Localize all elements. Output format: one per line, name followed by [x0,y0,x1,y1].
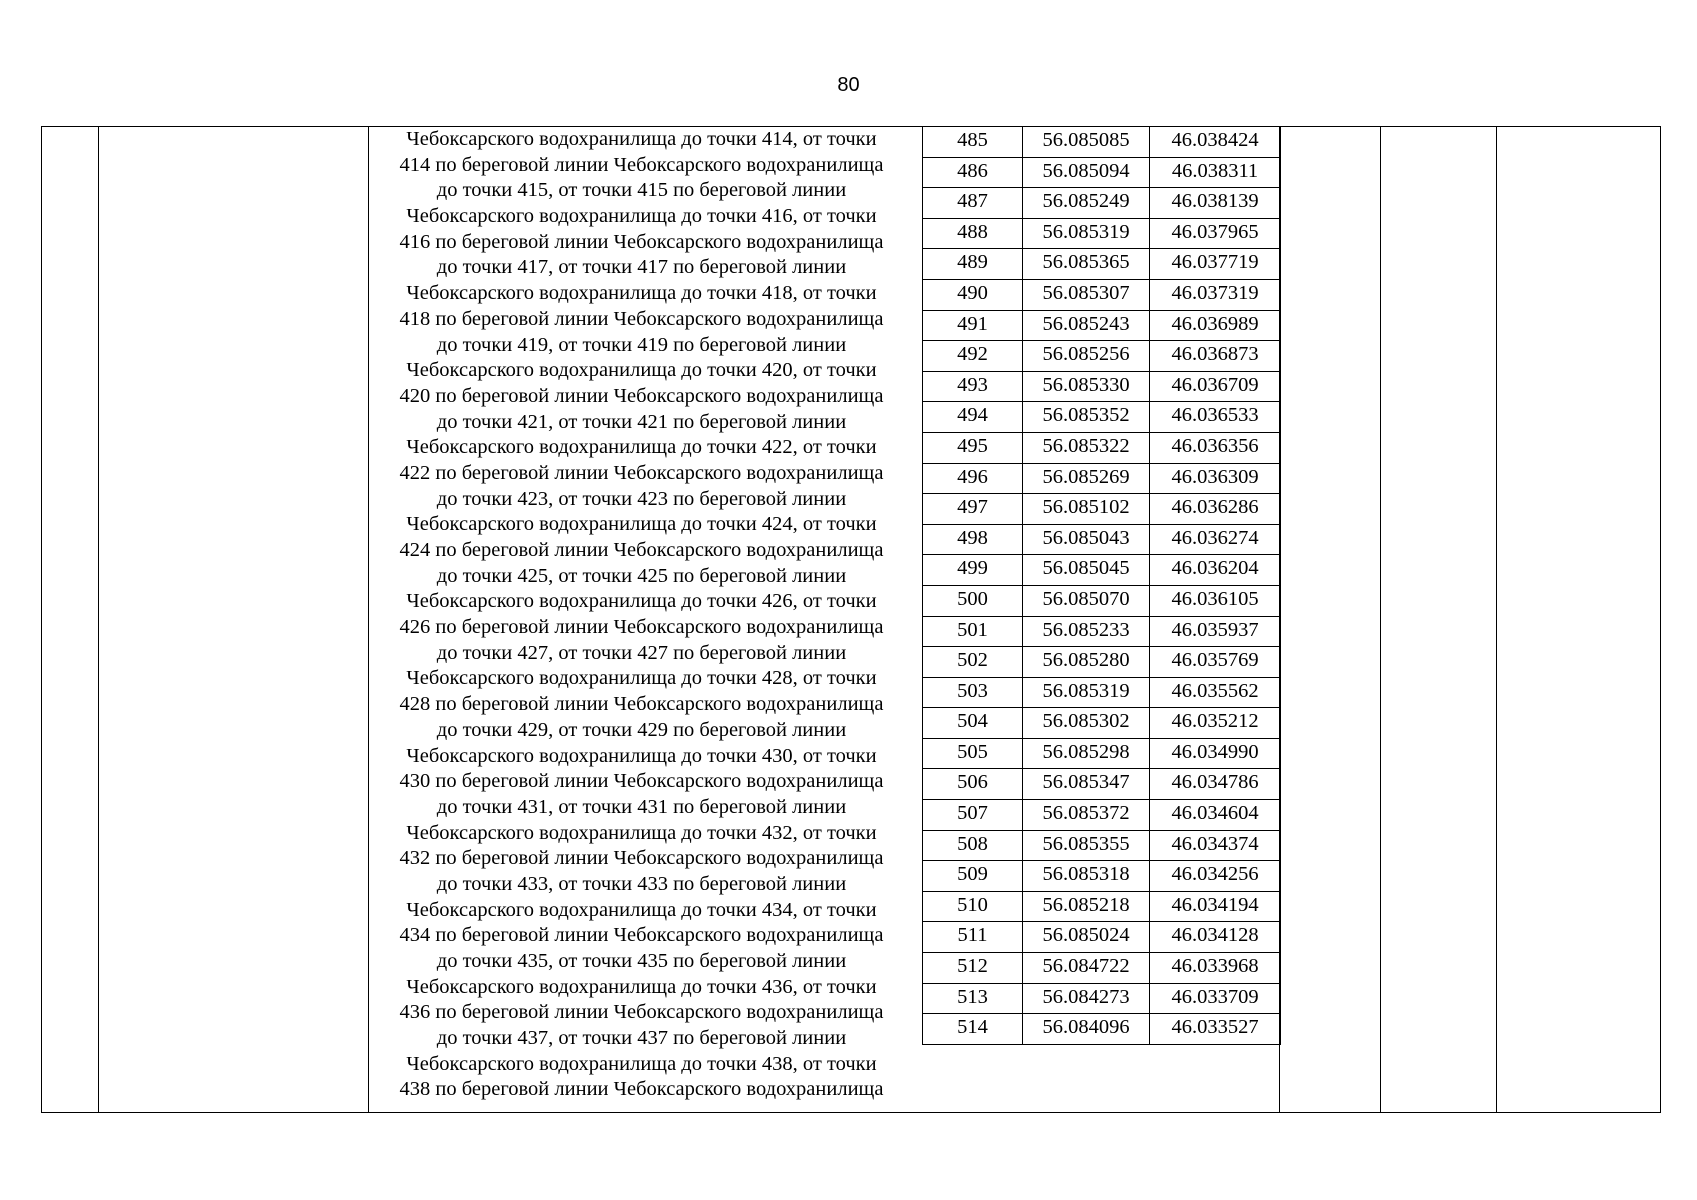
description-line: до точки 431, от точки 431 по береговой линии [436,795,847,818]
point-number: 495 [923,432,1023,463]
point-number: 507 [923,800,1023,831]
description-line: 416 по береговой линии Чебоксарского водохранилища [399,230,884,253]
description-line: Чебоксарского водохранилища до точки 432, от точки [406,821,877,844]
point-number: 492 [923,341,1023,372]
latitude-value: 56.085280 [1023,647,1150,678]
table-row [923,677,1281,708]
longitude-value: 46.036709 [1150,371,1281,402]
table-row [923,1014,1281,1045]
longitude-value: 46.037319 [1150,279,1281,310]
description-line: 426 по береговой линии Чебоксарского водохранилища [399,616,884,639]
description-line: 420 по береговой линии Чебоксарского водохранилища [399,384,884,407]
table-row [923,891,1281,922]
column-divider [1380,126,1381,1113]
description-line: до точки 433, от точки 433 по береговой линии [436,872,847,895]
latitude-value: 56.085218 [1023,891,1150,922]
longitude-value: 46.034990 [1150,738,1281,769]
coordinates-table [922,126,1281,1045]
description-line: 428 по береговой линии Чебоксарского водохранилища [399,693,884,716]
table-row [923,341,1281,372]
table-row [923,524,1281,555]
longitude-value: 46.034786 [1150,769,1281,800]
description-line: Чебоксарского водохранилища до точки 418, от точки [406,282,877,305]
longitude-value: 46.038139 [1150,188,1281,219]
latitude-value: 56.085372 [1023,800,1150,831]
latitude-value: 56.085070 [1023,585,1150,616]
table-row [923,983,1281,1014]
latitude-value: 56.084273 [1023,983,1150,1014]
description-line: Чебоксарского водохранилища до точки 430, от точки [406,744,877,767]
table-row [923,127,1281,158]
longitude-value: 46.035769 [1150,647,1281,678]
description-line: Чебоксарского водохранилища до точки 438, от точки [406,1052,877,1075]
table-row [923,371,1281,402]
point-number: 497 [923,494,1023,525]
latitude-value: 56.085307 [1023,279,1150,310]
point-number: 498 [923,524,1023,555]
description-line: 434 по береговой линии Чебоксарского водохранилища [399,924,884,947]
longitude-value: 46.036989 [1150,310,1281,341]
longitude-value: 46.038424 [1150,127,1281,158]
table-row [923,310,1281,341]
point-number: 504 [923,708,1023,739]
description-line: до точки 435, от точки 435 по береговой линии [436,950,847,972]
table-row [923,555,1281,586]
longitude-value: 46.037719 [1150,249,1281,280]
table-row [923,585,1281,616]
point-number: 486 [923,157,1023,188]
longitude-value: 46.033968 [1150,953,1281,984]
description-line: до точки 429, от точки 429 по береговой линии [436,718,847,741]
longitude-value: 46.037965 [1150,218,1281,249]
description-line: Чебоксарского водохранилища до точки 428, от точки [406,667,877,690]
table-row [923,738,1281,769]
table-row [923,157,1281,188]
point-number: 513 [923,983,1023,1014]
longitude-value: 46.036533 [1150,402,1281,433]
point-number: 500 [923,585,1023,616]
latitude-value: 56.085233 [1023,616,1150,647]
point-number: 508 [923,830,1023,861]
table-row [923,769,1281,800]
latitude-value: 56.085319 [1023,677,1150,708]
longitude-value: 46.036309 [1150,463,1281,494]
point-number: 506 [923,769,1023,800]
latitude-value: 56.085302 [1023,708,1150,739]
description-line: до точки 419, от точки 419 по береговой линии [436,333,847,356]
description-line: 414 по береговой линии Чебоксарского водохранилища [399,153,884,176]
point-number: 509 [923,861,1023,892]
description-line: до точки 425, от точки 425 по береговой линии [436,564,847,587]
longitude-value: 46.036274 [1150,524,1281,555]
longitude-value: 46.036204 [1150,555,1281,586]
longitude-value: 46.036356 [1150,432,1281,463]
table-row [923,953,1281,984]
latitude-value: 56.085102 [1023,494,1150,525]
longitude-value: 46.033527 [1150,1014,1281,1045]
longitude-value: 46.034604 [1150,800,1281,831]
point-number: 499 [923,555,1023,586]
point-number: 503 [923,677,1023,708]
latitude-value: 56.085024 [1023,922,1150,953]
point-number: 493 [923,371,1023,402]
description-line: 438 по береговой линии Чебоксарского водохранилища [399,1078,884,1101]
longitude-value: 46.036286 [1150,494,1281,525]
table-row [923,188,1281,219]
description-line: 436 по береговой линии Чебоксарского водохранилища [399,1001,884,1024]
longitude-value: 46.035212 [1150,708,1281,739]
table-row [923,830,1281,861]
latitude-value: 56.085045 [1023,555,1150,586]
point-number: 501 [923,616,1023,647]
description-line: до точки 423, от точки 423 по береговой линии [436,487,847,510]
description-line: до точки 427, от точки 427 по береговой линии [436,641,847,664]
longitude-value: 46.034194 [1150,891,1281,922]
latitude-value: 56.085319 [1023,218,1150,249]
point-number: 491 [923,310,1023,341]
longitude-value: 46.034374 [1150,830,1281,861]
description-line: 418 по береговой линии Чебоксарского водохранилища [399,307,884,330]
description-line: Чебоксарского водохранилища до точки 422, от точки [406,436,877,459]
latitude-value: 56.085355 [1023,830,1150,861]
description-line: Чебоксарского водохранилища до точки 434, от точки [406,898,877,921]
longitude-value: 46.036105 [1150,585,1281,616]
latitude-value: 56.085365 [1023,249,1150,280]
point-number: 502 [923,647,1023,678]
description-line: Чебоксарского водохранилища до точки 424, от точки [406,513,877,536]
point-number: 505 [923,738,1023,769]
point-number: 512 [923,953,1023,984]
latitude-value: 56.085085 [1023,127,1150,158]
longitude-value: 46.035937 [1150,616,1281,647]
latitude-value: 56.085043 [1023,524,1150,555]
latitude-value: 56.085322 [1023,432,1150,463]
boundary-description [369,127,914,1111]
description-line: 422 по береговой линии Чебоксарского водохранилища [399,461,884,484]
longitude-value: 46.038311 [1150,157,1281,188]
latitude-value: 56.085352 [1023,402,1150,433]
table-row [923,647,1281,678]
table-row [923,800,1281,831]
point-number: 496 [923,463,1023,494]
point-number: 487 [923,188,1023,219]
point-number: 490 [923,279,1023,310]
description-line: 430 по береговой линии Чебоксарского водохранилища [399,770,884,793]
latitude-value: 56.084096 [1023,1014,1150,1045]
point-number: 488 [923,218,1023,249]
point-number: 489 [923,249,1023,280]
latitude-value: 56.085318 [1023,861,1150,892]
column-divider [1496,126,1497,1113]
longitude-value: 46.036873 [1150,341,1281,372]
column-divider [98,126,99,1113]
table-row [923,218,1281,249]
description-line: Чебоксарского водохранилища до точки 416, от точки [406,205,877,228]
latitude-value: 56.085269 [1023,463,1150,494]
table-row [923,708,1281,739]
description-line: Чебоксарского водохранилища до точки 426, от точки [406,590,877,613]
table-row [923,249,1281,280]
latitude-value: 56.085256 [1023,341,1150,372]
table-row [923,494,1281,525]
table-row [923,616,1281,647]
longitude-value: 46.034128 [1150,922,1281,953]
page-number: 80 [837,74,860,96]
description-line: до точки 421, от точки 421 по береговой линии [436,410,847,433]
point-number: 514 [923,1014,1023,1045]
table-row [923,922,1281,953]
table-row [923,463,1281,494]
longitude-value: 46.033709 [1150,983,1281,1014]
longitude-value: 46.034256 [1150,861,1281,892]
latitude-value: 56.085298 [1023,738,1150,769]
point-number: 494 [923,402,1023,433]
description-line: до точки 437, от точки 437 по береговой линии [436,1027,847,1050]
point-number: 511 [923,922,1023,953]
point-number: 510 [923,891,1023,922]
table-row [923,402,1281,433]
description-line: 432 по береговой линии Чебоксарского водохранилища [399,847,884,870]
description-line: Чебоксарского водохранилища до точки 414, от точки [406,128,877,150]
longitude-value: 46.035562 [1150,677,1281,708]
table-row [923,279,1281,310]
latitude-value: 56.085249 [1023,188,1150,219]
point-number: 485 [923,127,1023,158]
description-line: до точки 415, от точки 415 по береговой линии [436,179,847,202]
latitude-value: 56.084722 [1023,953,1150,984]
description-line: Чебоксарского водохранилища до точки 436, от точки [406,975,877,998]
latitude-value: 56.085094 [1023,157,1150,188]
description-line: 424 по береговой линии Чебоксарского водохранилища [399,539,884,561]
description-line: до точки 417, от точки 417 по береговой линии [436,256,847,279]
table-row [923,861,1281,892]
description-line: Чебоксарского водохранилища до точки 420, от точки [406,359,877,382]
latitude-value: 56.085330 [1023,371,1150,402]
table-row [923,432,1281,463]
latitude-value: 56.085347 [1023,769,1150,800]
latitude-value: 56.085243 [1023,310,1150,341]
